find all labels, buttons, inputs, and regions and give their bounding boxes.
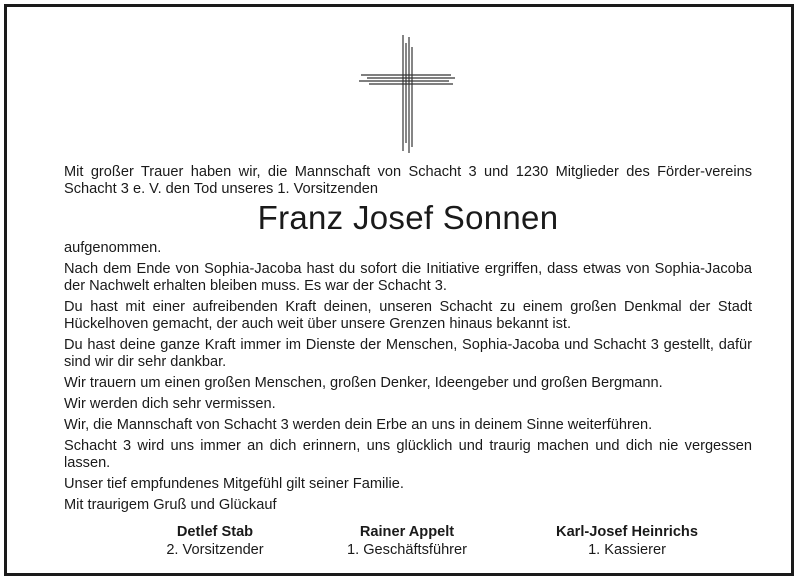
signature-block [507,523,747,559]
intro-text: Mit großer Trauer haben wir, die Mannschaft von Schacht 3 und 1230 Mitglieder des Förder-vereins Schacht 3 e. V. den Tod unseres 1. Vorsitzenden [64,164,752,197]
signature-block [115,523,315,559]
paragraph: Schacht 3 wird uns immer an dich erinnern, uns glücklich und traurig machen und dich nie vergessen lassen. [64,438,752,471]
paragraph: Wir trauern um einen großen Menschen, großen Denker, Ideengeber und großen Bergmann. [64,375,663,391]
signature-name: Detlef Stab [176,524,254,540]
cross-icon [359,35,455,153]
signature-name: Rainer Appelt [359,524,455,540]
signature-block [307,523,507,559]
deceased-name: Franz Josef Sonnen [257,199,559,236]
obituary-text [64,164,752,518]
paragraph: Nach dem Ende von Sophia-Jacoba hast du sofort die Initiative ergriffen, dass etwas von Sophia-Jacoba der Nachwelt erhalten bleiben muss. Es war der Schacht 3. [64,261,752,294]
paragraph: aufgenommen. [64,240,162,256]
paragraph: Du hast deine ganze Kraft immer im Dienste der Menschen, Sophia-Jacoba und Schacht 3 gestellt, dafür sind wir dir sehr dankbar. [64,337,752,370]
paragraph: Unser tief empfundenes Mitgefühl gilt seiner Familie. [64,476,404,492]
signature-name: Karl-Josef Heinrichs [556,524,698,540]
paragraph: Du hast mit einer aufreibenden Kraft deinen, unseren Schacht zu einem großen Denkmal der Stadt Hückelhoven gemacht, der auch weit über unsere Grenzen hinaus bekannt ist. [64,299,752,332]
paragraph: Mit traurigem Gruß und Glückauf [64,497,277,513]
signatures [7,523,791,563]
signature-role: 1. Kassierer [588,542,666,558]
signature-role: 2. Vorsitzender [166,542,264,558]
signature-role: 1. Geschäftsführer [346,542,468,558]
obituary-frame [4,4,794,576]
paragraph: Wir, die Mannschaft von Schacht 3 werden dein Erbe an uns in deinem Sinne weiterführen. [64,417,653,433]
paragraph: Wir werden dich sehr vermissen. [64,396,276,412]
